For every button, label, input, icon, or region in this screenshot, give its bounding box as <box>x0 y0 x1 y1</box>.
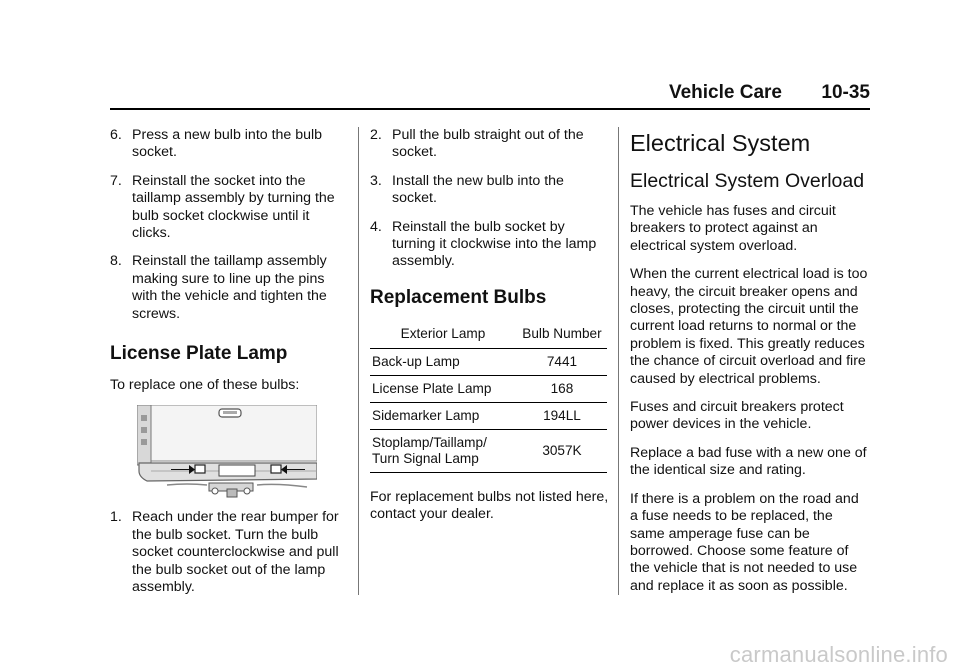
table-row <box>370 402 607 429</box>
step-number: 4. <box>370 218 382 235</box>
replacement-bulbs-note: For replacement bulbs not listed here, contact your dealer. <box>370 488 609 523</box>
step-7 <box>110 173 350 243</box>
step-number: 2. <box>370 127 382 143</box>
step-text: Reinstall the taillamp assembly making sure to line up the pins with the vehicle and tighten the screws. <box>132 253 327 322</box>
header-exterior-lamp: Exterior Lamp <box>400 325 486 341</box>
paragraph: When the current electrical load is too heavy, the circuit breaker opens and closes, protecting the circuit until the current load returns to normal or the problem is fixed. This greatly reduces the chance of circuit overload and fire caused by electrical problems. <box>630 266 868 387</box>
column-middle <box>370 127 610 535</box>
step-6 <box>110 127 350 162</box>
electrical-system-overload-heading: Electrical System Overload <box>630 170 865 192</box>
table-row <box>370 348 607 375</box>
step-text: Reach under the rear bumper for the bulb socket. Turn the bulb socket counterclockwise and pull the bulb socket out of the lamp assembly. <box>132 509 339 596</box>
step-text: Reinstall the bulb socket by turning it clockwise into the lamp assembly. <box>392 218 597 270</box>
step-1 <box>110 509 350 596</box>
lamp-cell: License Plate Lamp <box>370 375 517 402</box>
header-bulb-number: Bulb Number <box>522 325 602 341</box>
step-number: 6. <box>110 127 122 143</box>
lamp-cell: Sidemarker Lamp <box>370 402 517 429</box>
paragraph: Fuses and circuit breakers protect power devices in the vehicle. <box>630 399 844 433</box>
header-section-title: Vehicle Care <box>668 82 782 103</box>
column-divider-2 <box>618 127 619 595</box>
table-row <box>370 375 607 402</box>
bulb-number-cell: 194LL <box>517 402 607 429</box>
step-text: Pull the bulb straight out of the socket. <box>392 127 584 161</box>
replacement-bulbs-heading: Replacement Bulbs <box>370 286 547 308</box>
lamp-cell: Stoplamp/Taillamp/ Turn Signal Lamp <box>370 429 517 472</box>
license-plate-intro: To replace one of these bulbs: <box>110 377 300 394</box>
step-number: 1. <box>110 509 122 526</box>
watermark: carmanualsonline.info <box>729 642 948 667</box>
step-text: Reinstall the socket into the taillamp assembly by turning the bulb socket clockwise until it clicks. <box>132 172 335 242</box>
bulb-number-cell: 168 <box>517 375 607 402</box>
step-text: Install the new bulb into the socket. <box>392 172 564 207</box>
replacement-bulbs-table <box>370 321 607 473</box>
paragraph: Replace a bad fuse with a new one of the identical size and rating. <box>630 444 867 479</box>
electrical-system-heading: Electrical System <box>630 130 811 156</box>
page-header <box>110 78 870 110</box>
lamp-cell: Back-up Lamp <box>370 348 517 375</box>
license-plate-lamp-heading: License Plate Lamp <box>110 343 288 365</box>
column-divider-1 <box>358 127 359 595</box>
paragraph: If there is a problem on the road and a fuse needs to be replaced, the same amperage fuse can be borrowed. Choose some feature of the vehicle that is not needed to use and replace it as soon as possible. <box>630 490 859 594</box>
column-left <box>110 127 350 608</box>
bulb-number-cell: 7441 <box>517 348 607 375</box>
license-plate-lamp-illustration <box>137 405 317 499</box>
step-text: Press a new bulb into the bulb socket. <box>132 127 323 161</box>
table-header-row <box>370 321 607 349</box>
bulb-number-cell: 3057K <box>517 429 607 472</box>
step-number: 3. <box>370 172 382 189</box>
step-number: 8. <box>110 253 122 270</box>
table-row <box>370 429 607 472</box>
step-4 <box>370 219 610 271</box>
step-8 <box>110 253 350 323</box>
step-2 <box>370 127 610 162</box>
column-right <box>630 127 870 606</box>
step-3 <box>370 173 610 208</box>
step-number: 7. <box>110 172 122 189</box>
header-page-number: 10-35 <box>821 82 870 103</box>
paragraph: The vehicle has fuses and circuit breakers to protect against an electrical system overload. <box>630 203 836 254</box>
